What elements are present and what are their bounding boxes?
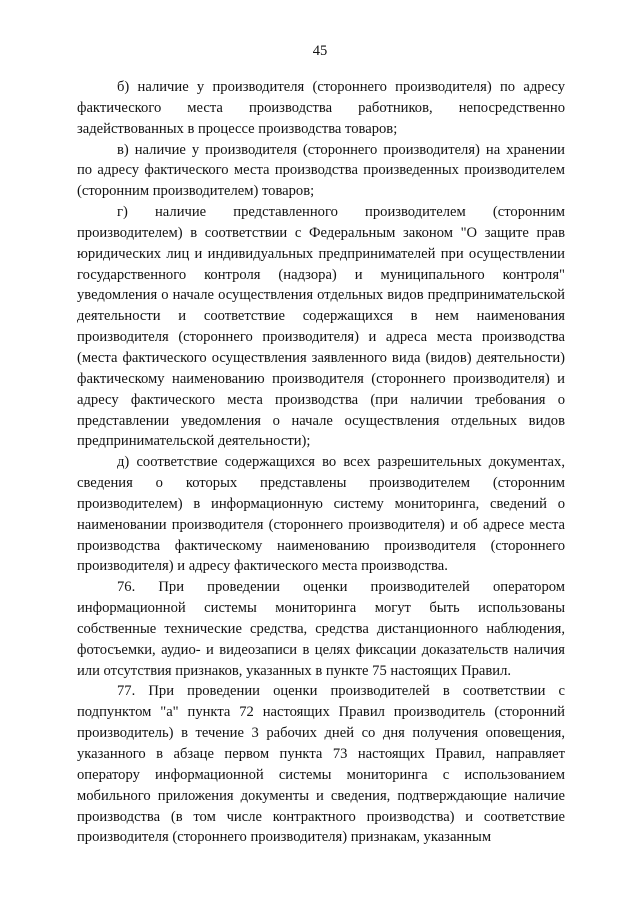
paragraph-76: 76. При проведении оценки производителей оператором информационной системы мониторинга могут быть использованы собственные технические средства, средства дистанционного наблюдения, фотосъемки, аудио- и видеозаписи в целях фиксации доказательств наличия или отсутствия признаков, указанных в пункте 75 настоящих Правил. [77, 579, 565, 679]
document-body [77, 77, 565, 848]
paragraph-b: б) наличие у производителя (стороннего производителя) по адресу фактического места производства работников, непосредственно задействованных в процессе производства товаров; [77, 79, 565, 137]
page-number: 45 [312, 43, 328, 59]
paragraph-g: г) наличие представленного производителем (сторонним производителем) в соответствии с Федеральным законом "О защите прав юридических лиц и индивидуальных предпринимателей при осуществлении государственного контроля (надзора) и муниципального контроля" уведомления о начале осуществления отдельных видов предпринимательской деятельности и соответствие содержащихся в нем наименования производителя (стороннего производителя) и адреса места производства (места фактического осуществления заявленного вида (видов) деятельности) фактическому наименованию производителя (стороннего производителя) и адресу фактического места производства (при наличии требования о представлении уведомления о начале осуществления отдельных видов предпринимательской деятельности); [77, 204, 565, 450]
paragraph-d: д) соответствие содержащихся во всех разрешительных документах, сведения о которых представлены производителем (сторонним производителем) в информационную систему мониторинга, сведений о наименовании производителя (стороннего производителя) и об адресе места производства фактическому наименованию производителя (стороннего производителя) и адресу фактического места производства. [77, 454, 565, 575]
paragraph-v: в) наличие у производителя (стороннего производителя) на хранении по адресу фактического места производства произведенных производителем (сторонним производителем) товаров; [77, 141, 565, 200]
paragraph-77: 77. При проведении оценки производителей в соответствии с подпунктом "а" пункта 72 настоящих Правил производитель (сторонний производитель) в течение 3 рабочих дней со дня получения оповещения, указанного в абзаце первом пункта 73 настоящих Правил, направляет оператору информационной системы мониторинга с использованием мобильного приложения документы и сведения, подтверждающие наличие производства (в том числе контрактного производства) и соответствие производителя (стороннего производителя) признакам, указанным [77, 683, 565, 846]
